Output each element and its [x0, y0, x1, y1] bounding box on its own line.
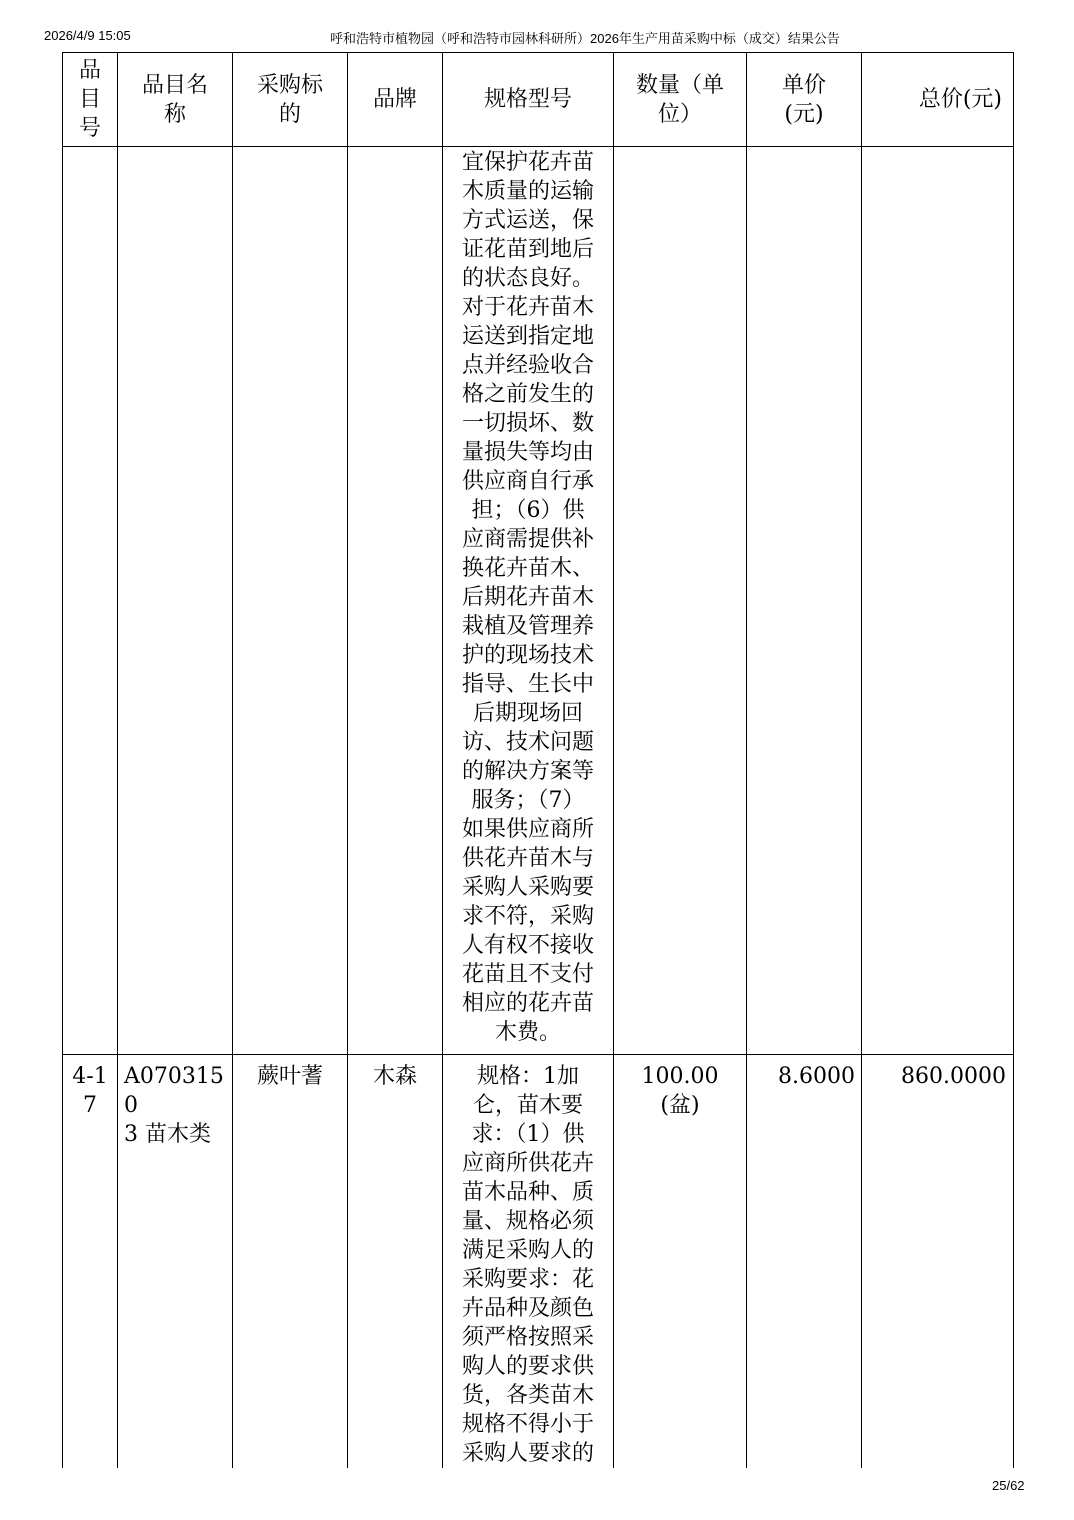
header-item-name: 品目名 称	[141, 72, 208, 127]
row-target: 蕨叶蓍	[256, 1064, 323, 1089]
column-divider	[117, 52, 118, 1468]
header-quantity: 数量（单 位）	[635, 72, 724, 127]
row-spec: 规格：1加 仑，苗木要 求：（1）供 应商所供花卉 苗木品种、质 量、规格必须 满足采购人的 采购要求：花 卉品种及颜色 须严格按照采 购人的要求供 货，各类苗木 规格不得小于 采购人要求的	[461, 1064, 594, 1466]
document-title: 呼和浩特市植物园（呼和浩特市园林科研所）2026年生产用苗采购中标（成交）结果公告	[330, 31, 840, 46]
column-divider	[861, 52, 862, 1468]
procurement-results-table	[62, 52, 1014, 1468]
header-target: 采购标 的	[256, 72, 323, 127]
header-spec: 规格型号	[483, 87, 572, 112]
header-divider	[62, 146, 1014, 147]
column-divider	[347, 52, 348, 1468]
row-brand: 木森	[372, 1064, 417, 1089]
column-divider	[746, 52, 747, 1468]
table-border-right	[1013, 52, 1014, 1468]
row-item-no: 4-1 7	[72, 1064, 108, 1118]
print-datetime: 2026/4/9 15:05	[44, 28, 131, 43]
header-brand: 品牌	[372, 87, 417, 112]
row-quantity: 100.00 (盆)	[641, 1064, 719, 1118]
column-divider	[232, 52, 233, 1468]
table-border-left	[62, 52, 63, 1468]
row-item-name: A0703150 3 苗木类	[124, 1064, 224, 1147]
continued-spec-text: 宜保护花卉苗 木质量的运输 方式运送，保 证花苗到地后 的状态良好。 对于花卉苗木 运送到指定地 点并经验收合 格之前发生的 一切损坏、数 量损失等均由 供应商自行承 担；（6）供 应商需提供补 换花卉苗木、 后期花卉苗木 栽植及管理养 护的现场技术 指导、生长中 后期现场回 访、技术问题 的解决方案等 服务；（7） 如果供应商所 供花卉苗木与 采购人采购要 求不符，采购 人有权不接收 花苗且不支付 相应的花卉苗 木费。	[461, 150, 594, 1045]
header-item-no: 品 目 号	[78, 58, 101, 141]
row-divider	[62, 1054, 1014, 1055]
row-unit-price: 8.6000	[778, 1064, 855, 1089]
header-unit-price: 单价 (元)	[781, 72, 826, 127]
header-total-price: 总价(元)	[918, 87, 1002, 112]
page-number: 25/62	[992, 1478, 1025, 1493]
row-total-price: 860.0000	[901, 1064, 1006, 1089]
column-divider	[613, 52, 614, 1468]
